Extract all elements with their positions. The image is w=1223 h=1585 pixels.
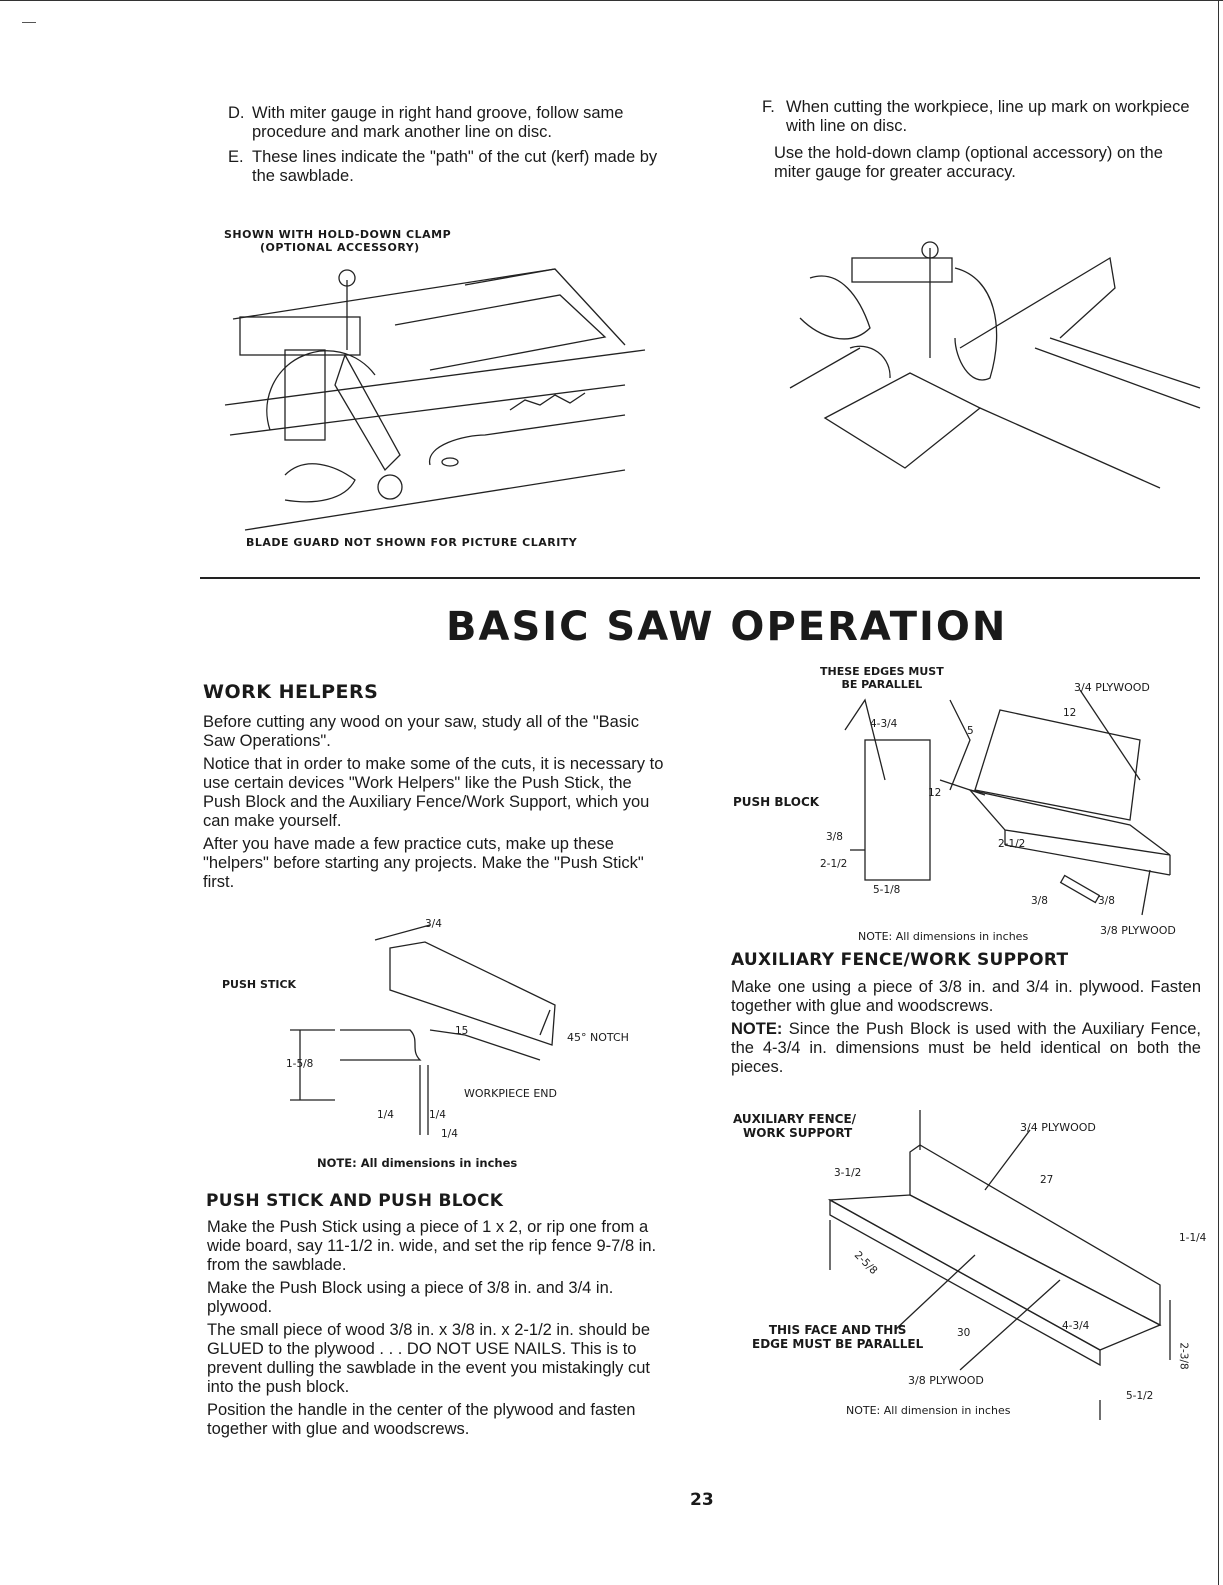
parallel-face-label: THIS FACE AND THIS EDGE MUST BE PARALLEL [752,1323,924,1351]
work-helpers-text [203,713,669,896]
right-border-rule [1218,0,1219,1585]
push-stick-block-heading: PUSH STICK AND PUSH BLOCK [206,1191,504,1211]
right-hand [955,268,997,380]
dim-27: 27 [1040,1174,1054,1186]
workpiece-end-label: WORKPIECE END [464,1087,557,1100]
dim-2-5-8: 2-5/8 [851,1249,880,1277]
ply-3-4-pointer [985,1130,1030,1190]
aux-fence-text [731,978,1201,1081]
table-edge-line [233,269,555,319]
push-stick-block-paragraph-2: Make the Push Block using a piece of 3/8 in. and 3/4 in. plywood. [207,1279,614,1316]
figure-caption-bottom: BLADE GUARD NOT SHOWN FOR PICTURE CLARITY [246,536,578,549]
miter-handle [335,355,400,470]
work-helpers-heading: WORK HELPERS [203,681,379,703]
table-edge-3 [230,385,625,435]
ply-3-8-pointer [1142,870,1150,915]
slot-insert [442,458,458,466]
steps-d-e [228,104,668,192]
miter-gauge-illustration [225,255,655,540]
note-text: Since the Push Block is used with the Auxiliary Fence, the 4-3/4 in. dimensions must be held identical on both the pieces. [731,1020,1201,1076]
push-stick-block-paragraph-1: Make the Push Stick using a piece of 1 x 2, or rip one from a wide board, say 11-1/2 in. wide, and set the rip fence 9-7/8 in. from the sawblade. [207,1218,657,1274]
dim-2-1-2-a: 2-1/2 [820,858,848,870]
arm-line [790,348,860,388]
ply-3-4-pointer [1080,690,1140,780]
push-block-label: PUSH BLOCK [733,795,820,809]
parallel-edges-label: THESE EDGES MUST BE PARALLEL [820,665,944,691]
push-block-ply-3-8: 3/8 PLYWOOD [1100,924,1176,937]
aux-fence-ply-3-8: 3/8 PLYWOOD [908,1374,984,1387]
work-helpers-paragraph-2: Notice that in order to make some of the cuts, it is necessary to use certain devices "Work Helpers" like the Push Stick, the Push Block and the Auxiliary Fence/Work Support, which you can make yourself. [203,755,664,830]
section-title: BASIC SAW OPERATION [446,604,1008,650]
dim-1-4-b: 1/4 [429,1109,446,1121]
fence-line-2 [1035,348,1200,408]
dim-12-pointer [940,780,985,795]
top-border-rule [0,0,1223,1]
dim-3-8-c: 3/8 [1098,895,1115,907]
step-f-block [762,98,1192,182]
left-hand [800,276,870,339]
push-stick-block-text [207,1218,673,1443]
dim-1-1-4: 1-1/4 [1179,1232,1207,1244]
notch-label: 45° NOTCH [567,1031,629,1044]
table-edge [980,408,1160,488]
handle-piece [975,710,1140,820]
parallel-pointer-right [950,700,970,790]
dim-12-b: 12 [928,787,942,799]
push-block-note: NOTE: All dimensions in inches [858,930,1029,943]
dim-5: 5 [967,725,974,737]
base-plate-bottom [1005,845,1170,875]
push-stick-block-paragraph-3: The small piece of wood 3/8 in. x 3/8 in. x 2-1/2 in. should be GLUED to the plywood . . . DO NOT USE NAILS. This is to prevent dulling the sawblade in the event you mistakingly cut into the push block. [207,1321,651,1396]
dim-1-4-c: 1/4 [441,1128,458,1140]
aux-fence-label: AUXILIARY FENCE/ WORK SUPPORT [733,1112,857,1140]
blade-slot [430,415,625,465]
note-label: NOTE: [731,1020,783,1038]
dim-12-a: 12 [1063,707,1077,719]
workpiece-top [960,258,1115,348]
push-stick-body [390,942,555,1045]
fence-upright [910,1145,1160,1325]
step-e: E. These lines indicate the "path" of the cut (kerf) made by the sawblade. [228,148,658,185]
dim-4-3-4: 4-3/4 [1062,1320,1090,1332]
table-front-edge [245,470,625,530]
aux-fence-heading: AUXILIARY FENCE/WORK SUPPORT [731,950,1069,970]
dim-15: 15 [455,1025,469,1037]
push-stick-note: NOTE: All dimensions in inches [317,1156,518,1170]
dim-30-line [960,1280,1060,1370]
dim-2-3-8: 2-3/8 [1177,1342,1190,1370]
dim-5-1-8: 5-1/8 [873,884,901,896]
clamp-bar [852,258,952,282]
dim-3-1-2: 3-1/2 [834,1167,862,1179]
sawblade-teeth [510,393,585,410]
workpiece-block [825,373,980,468]
dim-4-3-4: 4-3/4 [870,718,898,730]
parallel-pointer [895,1255,975,1330]
dim-2-1-2-b: 2-1/2 [998,838,1026,850]
clamp-bar [240,317,360,355]
dim-5-1-2: 5-1/2 [1126,1390,1154,1402]
push-stick-label: PUSH STICK [222,978,297,991]
work-helpers-paragraph-1: Before cutting any wood on your saw, study all of the "Basic Saw Operations". [203,713,640,750]
aux-fence-ply-3-4: 3/4 PLYWOOD [1020,1121,1096,1134]
dim-3-8-b: 3/8 [1031,895,1048,907]
hand-outline [285,464,355,502]
table-edge-2 [225,350,645,405]
step-d: D. With miter gauge in right hand groove, follow same procedure and mark another line on disc. [228,104,624,141]
dim-3-8-a: 3/8 [826,831,843,843]
dim-3-4: 3/4 [425,918,442,930]
small-block [1061,876,1100,903]
handle-knob [378,475,402,499]
page-number: 23 [690,1490,714,1510]
aux-fence-paragraph: Make one using a piece of 3/8 in. and 3/4 in. plywood. Fasten together with glue and woodscrews. [731,978,1201,1015]
aux-fence-note [731,1020,1201,1077]
handle-profile [340,1030,420,1060]
notch-pointer [540,1010,550,1035]
cutting-workpiece-illustration [780,238,1200,498]
notch-line [430,1030,540,1060]
dim-1-4-a: 1/4 [377,1109,394,1121]
figure-caption-top: SHOWN WITH HOLD-DOWN CLAMP (OPTIONAL ACCESSORY) [224,228,452,254]
step-f: F. When cutting the workpiece, line up mark on workpiece with line on disc. [762,98,1190,135]
handle-profile-rect [865,740,930,880]
section-divider [200,577,1200,579]
work-helpers-paragraph-3: After you have made a few practice cuts, make up these "helpers" before starting any projects. Make the "Push Stick" first. [203,835,644,891]
dim-30: 30 [957,1327,971,1339]
push-block-ply-3-4: 3/4 PLYWOOD [1074,681,1150,694]
corner-mark [22,22,36,23]
aux-fence-note: NOTE: All dimension in inches [846,1404,1011,1417]
dim-1-5-8: 1-5/8 [286,1058,314,1070]
hold-down-note: Use the hold-down clamp (optional accessory) on the miter gauge for greater accuracy. [774,144,1163,181]
dim-line-3-4 [375,925,430,940]
push-stick-block-paragraph-4: Position the handle in the center of the plywood and fasten together with glue and woodscrews. [207,1401,636,1438]
